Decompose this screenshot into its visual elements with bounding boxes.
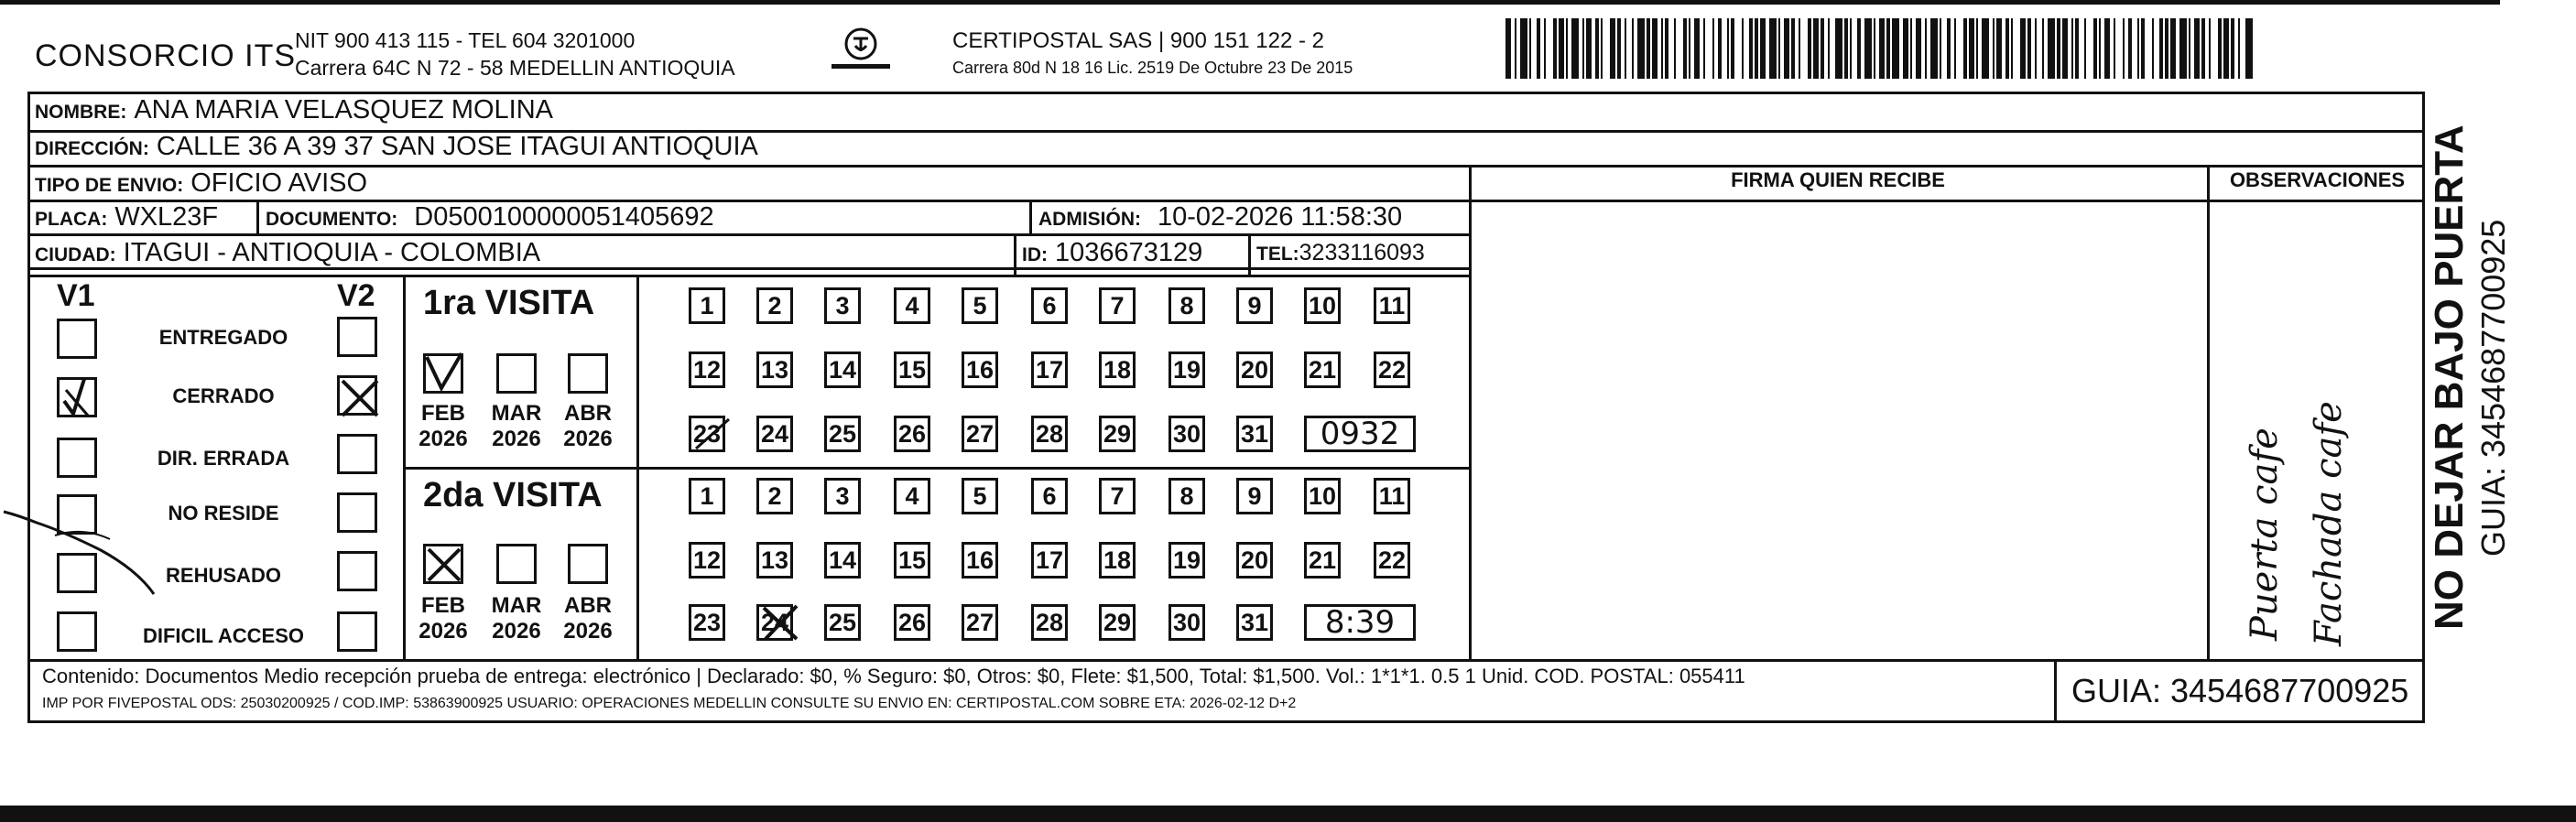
barcode-bar <box>1661 18 1663 79</box>
visit1-day-22[interactable]: 22 <box>1374 352 1410 388</box>
v1-dificil-acceso-checkbox[interactable] <box>57 611 97 652</box>
company-nit: NIT 900 413 115 - TEL 604 3201000 <box>295 28 636 52</box>
barcode-bar <box>1760 18 1766 79</box>
col-divider <box>1014 233 1016 275</box>
v2-dificil-acceso-checkbox[interactable] <box>337 611 377 652</box>
visit1-day-31[interactable]: 31 <box>1236 416 1273 452</box>
visit1-day-6[interactable]: 6 <box>1031 287 1068 324</box>
barcode-bar <box>2170 18 2176 79</box>
visit1-day-19[interactable]: 19 <box>1168 352 1205 388</box>
visit2-day-2[interactable]: 2 <box>756 478 793 514</box>
visit2-day-3[interactable]: 3 <box>824 478 861 514</box>
visit2-day-31[interactable]: 31 <box>1236 604 1273 641</box>
col-divider <box>636 275 639 659</box>
v1-dir-errada-checkbox[interactable] <box>57 438 97 478</box>
visit1-month-abr: ABR 2026 <box>563 401 613 451</box>
barcode-bar <box>1916 18 1921 79</box>
placa-value: WXL23F <box>114 202 219 232</box>
visit1-day-14[interactable]: 14 <box>824 352 861 388</box>
barcode-bar <box>1505 18 1511 79</box>
tipo-row <box>35 168 367 199</box>
visit1-handwritten-time: 0932 <box>1304 416 1416 452</box>
visit2-day-13[interactable]: 13 <box>756 542 793 579</box>
barcode-bar <box>2011 18 2013 79</box>
visit1-feb-checkbox[interactable] <box>423 353 463 394</box>
courier-address: Carrera 80d N 18 16 Lic. 2519 De Octubre 23 De 2015 <box>952 59 1353 77</box>
status-no-reside: NO RESIDE <box>168 502 279 525</box>
barcode-bar <box>1910 18 1912 79</box>
visit2-day-20[interactable]: 20 <box>1236 542 1273 579</box>
visit1-day-25[interactable]: 25 <box>824 416 861 452</box>
row-divider <box>27 165 2425 168</box>
barcode-bar <box>2093 18 2097 79</box>
visit2-day-28[interactable]: 28 <box>1031 604 1068 641</box>
visit1-day-2[interactable]: 2 <box>756 287 793 324</box>
barcode-bar <box>2238 18 2240 79</box>
barcode-bar <box>1784 18 1789 79</box>
barcode-bar <box>1835 18 1842 79</box>
col-divider <box>1469 165 1472 659</box>
v2-entregado-checkbox[interactable] <box>337 317 377 357</box>
barcode-bar <box>1808 18 1811 79</box>
barcode-bar <box>1566 18 1568 79</box>
barcode-bar <box>1925 18 1927 79</box>
visit1-day-23[interactable]: 23 <box>689 416 725 452</box>
visit2-day-6[interactable]: 6 <box>1031 478 1068 514</box>
footer-contents: Contenido: Documentos Medio recepción prueba de entrega: electrónico | Declarado: $0, % Seguro: $0, Otros: $0, Flete: $1,500, Total: $1,500. Vol.: 1*1*1. 0.5 1 Unid. COD. POSTAL: 055411 <box>42 665 1745 687</box>
barcode-bar <box>2141 18 2145 79</box>
visit1-month-feb: FEB 2026 <box>418 401 468 451</box>
visit2-mar-checkbox[interactable] <box>496 544 537 584</box>
barcode-bar <box>2099 18 2101 79</box>
barcode-bar <box>1617 18 1621 79</box>
status-entregado: ENTREGADO <box>158 326 288 349</box>
v2-label: V2 <box>337 278 375 313</box>
v2-dir-errada-checkbox[interactable] <box>337 434 377 474</box>
visit1-day-15[interactable]: 15 <box>894 352 930 388</box>
barcode-bar <box>1610 18 1615 79</box>
barcode-bar <box>1553 18 1557 79</box>
barcode-bar <box>1976 18 1978 79</box>
observaciones-header: OBSERVACIONES <box>2229 168 2406 191</box>
barcode-bar <box>1886 18 1890 79</box>
top-border <box>0 0 2500 5</box>
visit2-day-17[interactable]: 17 <box>1031 542 1068 579</box>
barcode-bar <box>1689 18 1690 79</box>
visit1-day-11[interactable]: 11 <box>1374 287 1410 324</box>
visit2-day-14[interactable]: 14 <box>824 542 861 579</box>
company-name: CONSORCIO ITS <box>35 38 297 73</box>
barcode-bar <box>1821 18 1824 79</box>
nombre-value: ANA MARIA VELASQUEZ MOLINA <box>134 95 554 124</box>
barcode-bar <box>1755 18 1758 79</box>
observation-note-2: Fachada cafe <box>2308 401 2350 646</box>
visit1-day-28[interactable]: 28 <box>1031 416 1068 452</box>
visit1-day-7[interactable]: 7 <box>1099 287 1136 324</box>
tipo-label: TIPO DE ENVIO: <box>35 175 184 196</box>
visit1-day-12[interactable]: 12 <box>689 352 725 388</box>
barcode-bar <box>1515 18 1516 79</box>
visit2-month-abr: ABR 2026 <box>563 593 613 644</box>
visit1-day-21[interactable]: 21 <box>1304 352 1341 388</box>
visit1-day-4[interactable]: 4 <box>894 287 930 324</box>
footer-print-info: IMP POR FIVEPOSTAL ODS: 25030200925 / COD.IMP: 53863900925 USUARIO: OPERACIONES MEDELLIN CONSULTE SU ENVIO EN: CERTIPOSTAL.COM SOBRE ETA: 2026-02-12 D+2 <box>42 696 1297 711</box>
barcode-bar <box>1559 18 1564 79</box>
barcode-bar <box>1963 18 1967 79</box>
visit1-month-mar: MAR 2026 <box>491 401 542 451</box>
visit2-day-5[interactable]: 5 <box>962 478 998 514</box>
visit2-day-21[interactable]: 21 <box>1304 542 1341 579</box>
id-field <box>1022 238 1202 268</box>
v1-cerrado-checkbox[interactable] <box>57 377 97 417</box>
nombre-row <box>35 95 553 125</box>
observaciones-header-line <box>2207 200 2425 202</box>
barcode-bar <box>1582 18 1584 79</box>
barcode-bar <box>2245 18 2253 79</box>
barcode-bar <box>1947 18 1951 79</box>
visit2-day-16[interactable]: 16 <box>962 542 998 579</box>
side-warning: NO DEJAR BAJO PUERTA <box>2427 124 2472 630</box>
barcode-bar <box>1828 18 1830 79</box>
barcode-bar <box>2057 18 2060 79</box>
barcode-bar <box>2020 18 2026 79</box>
barcode-bar <box>2084 18 2086 79</box>
status-dificil-acceso: DIFICIL ACCESO <box>142 624 304 647</box>
row-divider <box>403 467 1469 470</box>
barcode-bar <box>1694 18 1700 79</box>
v2-cerrado-checkbox[interactable] <box>337 375 377 416</box>
barcode-bar <box>1844 18 1848 79</box>
v1-label: V1 <box>57 278 95 313</box>
barcode-bar <box>1857 18 1861 79</box>
visit2-day-18[interactable]: 18 <box>1099 542 1136 579</box>
barcode-bar <box>2075 18 2079 79</box>
visit2-day-30[interactable]: 30 <box>1168 604 1205 641</box>
row-divider <box>27 275 1469 277</box>
visit1-day-27[interactable]: 27 <box>962 416 998 452</box>
visit2-day-27[interactable]: 27 <box>962 604 998 641</box>
documento-value: D0500100000051405692 <box>414 202 714 232</box>
barcode-bar <box>2152 18 2154 79</box>
barcode-bar <box>1850 18 1852 79</box>
visit1-day-17[interactable]: 17 <box>1031 352 1068 388</box>
id-label: ID: <box>1022 244 1048 265</box>
barcode-bar <box>1544 18 1546 79</box>
barcode-bar <box>1731 18 1734 79</box>
visit1-day-24[interactable]: 24 <box>756 416 793 452</box>
barcode-bar <box>2194 18 2200 79</box>
visit2-day-10[interactable]: 10 <box>1304 478 1341 514</box>
v1-entregado-checkbox[interactable] <box>57 319 97 359</box>
col-divider <box>1248 233 1251 275</box>
visit2-day-9[interactable]: 9 <box>1236 478 1273 514</box>
barcode-bar <box>1940 18 1941 79</box>
barcode-bar <box>1586 18 1592 79</box>
visit1-day-16[interactable]: 16 <box>962 352 998 388</box>
tel-label: TEL: <box>1256 243 1299 265</box>
barcode-bar <box>1778 18 1780 79</box>
tel-field <box>1256 240 1425 266</box>
company-address: Carrera 64C N 72 - 58 MEDELLIN ANTIOQUIA <box>295 56 735 80</box>
certipostal-logo-icon <box>824 26 897 77</box>
barcode-bar <box>2137 18 2139 79</box>
visit2-day-25[interactable]: 25 <box>824 604 861 641</box>
barcode-bar <box>1791 18 1795 79</box>
barcode-bar <box>1637 18 1645 79</box>
visit1-day-26[interactable]: 26 <box>894 416 930 452</box>
admision-field <box>1038 202 1402 233</box>
col-divider <box>1029 200 1032 233</box>
ciudad-value: ITAGUI - ANTIOQUIA - COLOMBIA <box>123 238 541 267</box>
visit2-day-24[interactable]: 24 <box>756 604 793 641</box>
ciudad-label: CIUDAD: <box>35 244 116 265</box>
row-divider <box>27 233 1469 236</box>
barcode-bar <box>1954 18 1956 79</box>
visit1-day-10[interactable]: 10 <box>1304 287 1341 324</box>
status-cerrado: CERRADO <box>172 384 275 407</box>
visit2-month-mar: MAR 2026 <box>491 593 542 644</box>
visit2-feb-checkbox[interactable] <box>423 544 463 584</box>
visit2-day-22[interactable]: 22 <box>1374 542 1410 579</box>
barcode-bar <box>2201 18 2205 79</box>
direccion-label: DIRECCIÓN: <box>35 138 149 159</box>
barcode-bar <box>1892 18 1899 79</box>
placa-field <box>35 202 218 233</box>
v1-rehusado-checkbox[interactable] <box>57 553 97 593</box>
visit2-day-11[interactable]: 11 <box>1374 478 1410 514</box>
visit1-day-9[interactable]: 9 <box>1236 287 1273 324</box>
barcode-bar <box>1769 18 1777 79</box>
barcode-bar <box>1799 18 1800 79</box>
documento-label: DOCUMENTO: <box>266 209 398 230</box>
visit2-handwritten-time: 8:39 <box>1304 604 1416 641</box>
barcode-bar <box>2231 18 2234 79</box>
barcode-bar <box>1742 18 1744 79</box>
col-divider <box>2207 165 2210 659</box>
barcode-bar <box>2159 18 2163 79</box>
admision-label: ADMISIÓN: <box>1038 209 1141 230</box>
visit2-day-29[interactable]: 29 <box>1099 604 1136 641</box>
barcode-bar <box>1969 18 1974 79</box>
barcode-bar <box>1727 18 1729 79</box>
footer-guia: GUIA: 3454687700925 <box>2071 672 2409 709</box>
visit2-day-4[interactable]: 4 <box>894 478 930 514</box>
visit1-day-20[interactable]: 20 <box>1236 352 1273 388</box>
tel-value: 3233116093 <box>1299 240 1425 265</box>
barcode-bar <box>1665 18 1668 79</box>
status-dir-errada: DIR. ERRADA <box>157 447 290 470</box>
visit2-day-26[interactable]: 26 <box>894 604 930 641</box>
barcode-bar <box>1595 18 1599 79</box>
barcode-bar <box>2218 18 2222 79</box>
v2-no-reside-checkbox[interactable] <box>337 492 377 533</box>
barcode-bar <box>1632 18 1634 79</box>
col-divider <box>256 200 259 233</box>
ciudad-field <box>35 238 540 268</box>
admision-value: 10-02-2026 11:58:30 <box>1158 202 1403 232</box>
barcode-bar <box>1625 18 1626 79</box>
barcode-bar <box>2223 18 2229 79</box>
visit2-day-8[interactable]: 8 <box>1168 478 1205 514</box>
col-divider <box>2054 659 2057 723</box>
bottom-border <box>0 806 2576 822</box>
v2-rehusado-checkbox[interactable] <box>337 551 377 591</box>
barcode-bar <box>2035 18 2037 79</box>
barcode <box>1504 16 2255 82</box>
barcode-bar <box>1813 18 1819 79</box>
barcode-bar <box>1996 18 2002 79</box>
placa-label: PLACA: <box>35 209 108 230</box>
barcode-bar <box>2042 18 2044 79</box>
barcode-bar <box>1718 18 1722 79</box>
direccion-row <box>35 132 758 162</box>
courier-line: CERTIPOSTAL SAS | 900 151 122 - 2 <box>952 28 1324 53</box>
status-rehusado: REHUSADO <box>166 564 281 587</box>
tipo-value: OFICIO AVISO <box>190 168 368 198</box>
col-divider <box>403 275 406 659</box>
barcode-bar <box>1674 18 1676 79</box>
visit2-day-19[interactable]: 19 <box>1168 542 1205 579</box>
row-divider <box>27 659 2425 662</box>
v1-no-reside-checkbox[interactable] <box>57 494 97 535</box>
barcode-bar <box>2165 18 2168 79</box>
direccion-value: CALLE 36 A 39 37 SAN JOSE ITAGUI ANTIOQUIA <box>156 132 758 161</box>
barcode-bar <box>1529 18 1531 79</box>
visit2-day-15[interactable]: 15 <box>894 542 930 579</box>
barcode-bar <box>2114 18 2115 79</box>
visit1-day-13[interactable]: 13 <box>756 352 793 388</box>
visit1-mar-checkbox[interactable] <box>496 353 537 394</box>
visit2-day-1[interactable]: 1 <box>689 478 725 514</box>
barcode-bar <box>1879 18 1885 79</box>
visit1-abr-checkbox[interactable] <box>568 353 608 394</box>
barcode-bar <box>1683 18 1687 79</box>
barcode-bar <box>2189 18 2190 79</box>
visit1-day-1[interactable]: 1 <box>689 287 725 324</box>
visit2-abr-checkbox[interactable] <box>568 544 608 584</box>
visit2-day-7[interactable]: 7 <box>1099 478 1136 514</box>
barcode-bar <box>1520 18 1527 79</box>
visit2-month-feb: FEB 2026 <box>418 593 468 644</box>
barcode-bar <box>2179 18 2187 79</box>
barcode-bar <box>1703 18 1705 79</box>
barcode-bar <box>2048 18 2055 79</box>
visit1-day-30[interactable]: 30 <box>1168 416 1205 452</box>
barcode-bar <box>1647 18 1650 79</box>
visit1-day-18[interactable]: 18 <box>1099 352 1136 388</box>
barcode-bar <box>2128 18 2132 79</box>
barcode-bar <box>1864 18 1872 79</box>
visit2-day-12[interactable]: 12 <box>689 542 725 579</box>
firma-header: FIRMA QUIEN RECIBE <box>1731 168 1945 191</box>
barcode-bar <box>1571 18 1579 79</box>
visit1-title: 1ra VISITA <box>423 284 595 322</box>
barcode-bar <box>2027 18 2031 79</box>
barcode-bar <box>1749 18 1753 79</box>
barcode-bar <box>1874 18 1875 79</box>
observation-note-1: Puerta cafe <box>2244 427 2286 641</box>
barcode-bar <box>2071 18 2073 79</box>
visit1-day-5[interactable]: 5 <box>962 287 998 324</box>
barcode-bar <box>2104 18 2110 79</box>
visit2-day-23[interactable]: 23 <box>689 604 725 641</box>
barcode-bar <box>1652 18 1658 79</box>
visit1-day-29[interactable]: 29 <box>1099 416 1136 452</box>
barcode-bar <box>2123 18 2125 79</box>
side-guia: GUIA: 3454687700925 <box>2474 219 2512 557</box>
visit1-day-8[interactable]: 8 <box>1168 287 1205 324</box>
barcode-bar <box>1993 18 1994 79</box>
barcode-bar <box>1601 18 1603 79</box>
barcode-bar <box>1982 18 1989 79</box>
barcode-bar <box>2062 18 2068 79</box>
nombre-label: NOMBRE: <box>35 102 127 123</box>
visit1-day-3[interactable]: 3 <box>824 287 861 324</box>
barcode-bar <box>1537 18 1540 79</box>
barcode-bar <box>1930 18 1938 79</box>
barcode-bar <box>1712 18 1714 79</box>
barcode-bar <box>2005 18 2009 79</box>
id-value: 1036673129 <box>1055 238 1203 267</box>
documento-field <box>266 202 714 233</box>
visit2-title: 2da VISITA <box>423 476 603 514</box>
barcode-bar <box>2209 18 2211 79</box>
barcode-bar <box>1903 18 1908 79</box>
